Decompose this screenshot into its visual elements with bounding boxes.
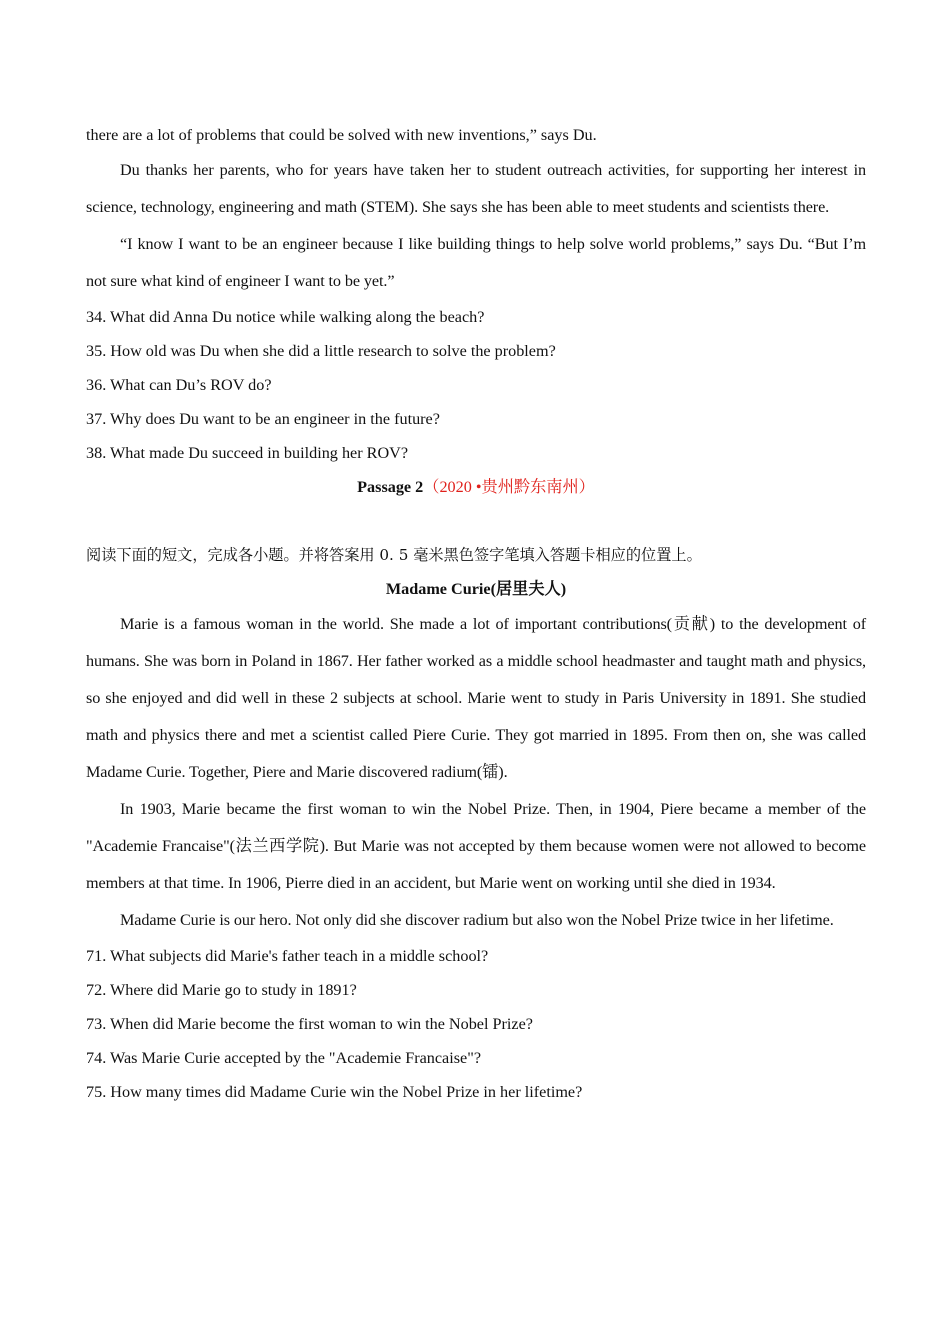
passage2-paragraph-3: Madame Curie is our hero. Not only did she discover radium but also won the Nobel Prize twice in her lifetime.: [120, 911, 834, 929]
question-73: 73. When did Marie become the first woman to win the Nobel Prize?: [86, 1015, 533, 1033]
passage2-paragraph-1: Marie is a famous woman in the world. She made a lot of important contributions(贡献) to the development of humans. She was born in Poland in 1867. Her father worked as a middle school headmaster and taught math and physics, so she enjoyed and did well in these 2 subjects at school. Marie went to study in Paris University in 1891. She studied math and physics there and met a scientist called Piere Curie. They got married in 1895. From then on, she was called Madame Curie. Together, Piere and Marie discovered radium(镭).: [86, 615, 866, 781]
document-page: [86, 118, 866, 1109]
passage2-paren-close: ）: [578, 478, 595, 496]
question-34: 34. What did Anna Du notice while walking along the beach?: [86, 308, 485, 326]
question-72: 72. Where did Marie go to study in 1891?: [86, 981, 357, 999]
spacer: [86, 504, 866, 538]
question-74: 74. Was Marie Curie accepted by the "Academie Francaise"?: [86, 1049, 482, 1067]
passage1-paragraph-1: there are a lot of problems that could be solved with new inventions,” says Du.: [86, 126, 597, 144]
passage2-paragraph-2: In 1903, Marie became the first woman to win the Nobel Prize. Then, in 1904, Piere became a member of the "Academie Francaise"(法兰西学院). But Marie was not accepted by them because women were not allowed to become members at that time. In 1906, Pierre died in an accident, but Marie went on working until she died in 1934.: [86, 800, 866, 892]
passage1-paragraph-2: Du thanks her parents, who for years have taken her to student outreach activities, for supporting her interest in science, technology, engineering and math (STEM). She says she has been able to meet students and scientists there.: [86, 161, 866, 216]
passage2-paren-open: （: [423, 478, 440, 496]
question-38: 38. What made Du succeed in building her ROV?: [86, 444, 409, 462]
question-71: 71. What subjects did Marie's father teach in a middle school?: [86, 947, 489, 965]
passage2-questions: [86, 939, 866, 1109]
question-36: 36. What can Du’s ROV do?: [86, 376, 272, 394]
passage1-paragraph-3: “I know I want to be an engineer because I like building things to help solve world problems,” says Du. “But I’m not sure what kind of engineer I want to be yet.”: [86, 235, 866, 290]
passage2-title: Madame Curie(居里夫人): [385, 580, 567, 598]
question-35: 35. How old was Du when she did a little research to solve the problem?: [86, 342, 556, 360]
passage2-source: 2020 •贵州黔东南州: [439, 478, 579, 496]
passage2-instruction: 阅读下面的短文，完成各小题。并将答案用 0. 5 毫米黑色签字笔填入答题卡相应的位置上。: [86, 546, 702, 564]
question-37: 37. Why does Du want to be an engineer in the future?: [86, 410, 440, 428]
passage2-heading: [86, 470, 866, 504]
passage2-heading-label: Passage 2: [357, 478, 424, 496]
passage1-questions: [86, 300, 866, 470]
question-75: 75. How many times did Madame Curie win the Nobel Prize in her lifetime?: [86, 1083, 583, 1101]
